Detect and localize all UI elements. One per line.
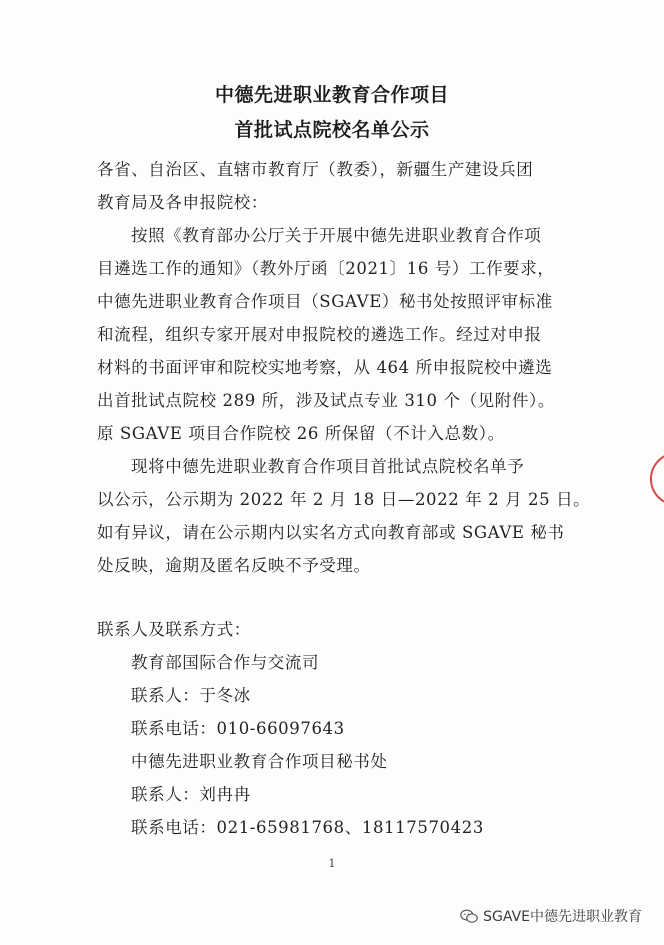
body-line: 原 SGAVE 项目合作院校 26 所保留（不计入总数）。 <box>97 424 505 443</box>
body-line: 和流程，组织专家开展对申报院校的遴选工作。经过对申报 <box>97 325 542 344</box>
contact-line: 联系电话：010-66097643 <box>131 719 345 738</box>
body-line: 目遴选工作的通知》（教外厅函〔2021〕16 号）工作要求， <box>97 259 555 278</box>
body-line: 以公示，公示期为 2022 年 2 月 18 日—2022 年 2 月 25 日。 <box>97 490 591 509</box>
wechat-icon <box>460 909 478 924</box>
official-seal-edge <box>650 452 664 506</box>
contacts-heading: 联系人及联系方式： <box>97 620 251 639</box>
contact-line: 教育部国际合作与交流司 <box>131 653 320 672</box>
contact-line: 中德先进职业教育合作项目秘书处 <box>131 752 388 771</box>
title-line-2: 首批试点院校名单公示 <box>234 119 430 141</box>
body-line: 处反映，逾期及匿名反映不予受理。 <box>97 556 371 575</box>
body-line: 按照《教育部办公厅关于开展中德先进职业教育合作项 <box>131 226 542 245</box>
body-line: 现将中德先进职业教育合作项目首批试点院校名单予 <box>131 457 525 476</box>
body-line: 教育局及各申报院校： <box>97 193 268 212</box>
body-line: 出首批试点院校 289 所，涉及试点专业 310 个（见附件）。 <box>97 391 555 410</box>
watermark-text: SGAVE中德先进职业教育 <box>483 909 642 925</box>
body-line: 中德先进职业教育合作项目（SGAVE）秘书处按照评审标准 <box>97 292 553 311</box>
title-line-1: 中德先进职业教育合作项目 <box>214 84 449 106</box>
body-line: 材料的书面评审和院校实地考察，从 464 所申报院校中遴选 <box>97 358 553 377</box>
contact-line: 联系人：于冬冰 <box>131 686 251 705</box>
body-line: 各省、自治区、直辖市教育厅（教委），新疆生产建设兵团 <box>97 160 534 179</box>
contact-line: 联系电话：021-65981768、18117570423 <box>131 818 484 837</box>
watermark <box>460 906 642 926</box>
body-line: 如有异议，请在公示期内以实名方式向教育部或 SGAVE 秘书 <box>97 523 565 542</box>
contact-line: 联系人：刘冉冉 <box>131 785 251 804</box>
page-number: 1 <box>328 857 336 870</box>
